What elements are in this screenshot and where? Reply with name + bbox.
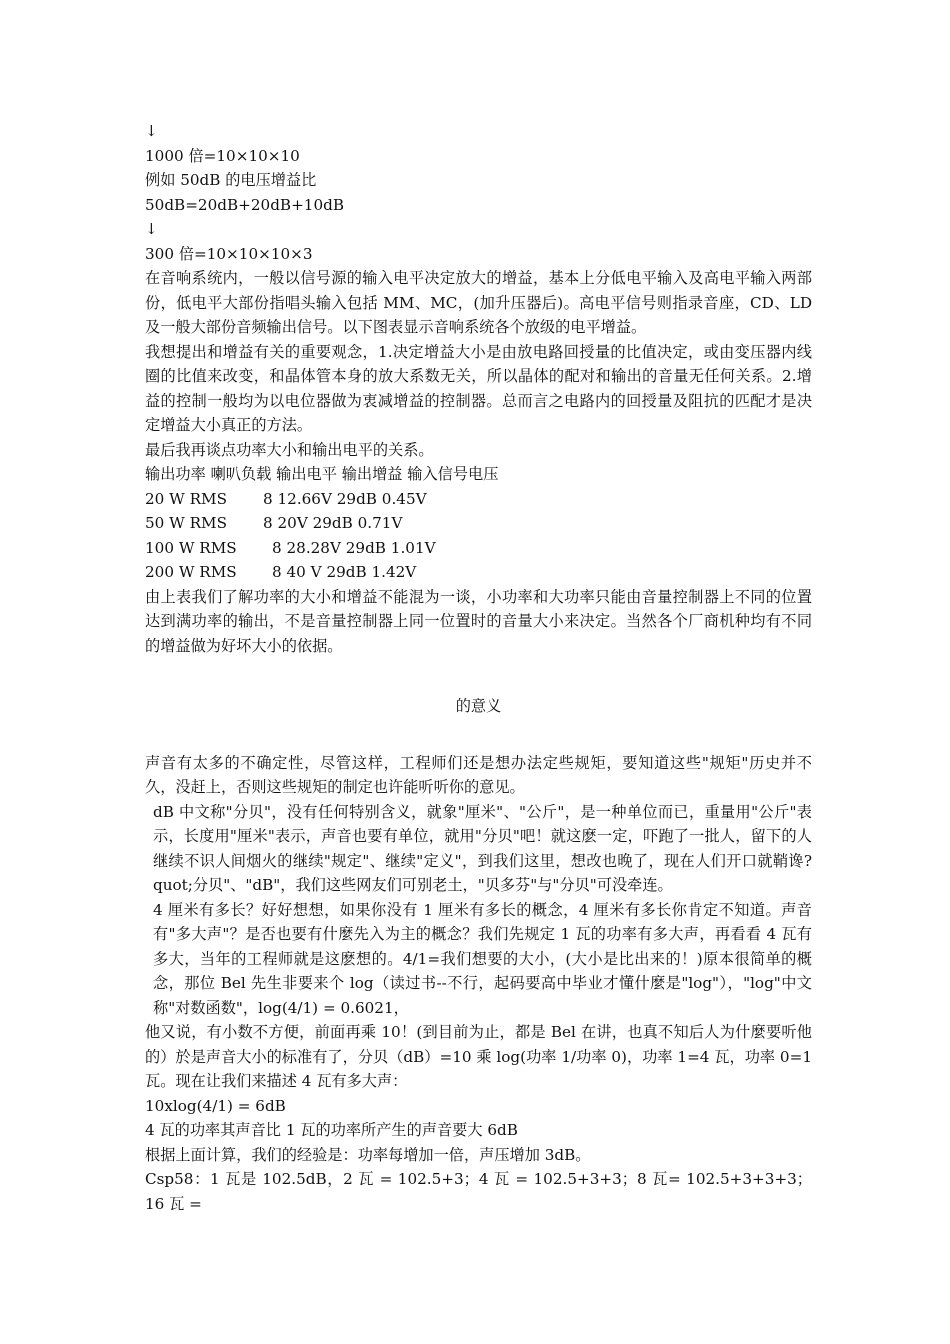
table-row: [145, 560, 812, 585]
csp58-line: Csp58：1 瓦是 102.5dB，2 瓦 = 102.5+3；4 瓦 = 102.5+3+3；8 瓦= 102.5+3+3+3；16 瓦 =: [145, 1170, 812, 1213]
table-row: [145, 536, 812, 561]
table-row: [145, 487, 812, 512]
table-cell-values: 8 12.66V 29dB 0.45V: [263, 489, 427, 508]
sum-50db-line: 50dB=20dB+20dB+10dB: [145, 195, 345, 214]
table-header: 输出功率 喇叭负载 输出电平 输出增益 输入信号电压: [145, 465, 499, 483]
table-row: [145, 511, 812, 536]
paragraph-db-definition: dB 中文称"分贝"，没有任何特别含义，就象"厘米"、"公斤"，是一种单位而已，重量用"公斤"表示，长度用"厘米"表示，声音也要有单位，就用"分贝"吧！就这麽一定，吓跑了一批人，留下的人继续不识人间烟火的继续"规定"、继续"定义"，到我们这里，想改也晚了，现在人们开口就鞘谗?quot;分贝"、"dB"，我们这些网友们可别老土，"贝多芬"与"分贝"可没牵连。: [153, 802, 812, 894]
paragraph-4cm-example: 4 厘米有多长？好好想想，如果你没有 1 厘米有多长的概念，4 厘米有多长你肯定不知道。声音有"多大声"？是否也要有什麼先入为主的概念？我们先规定 1 瓦的功率有多大声，再看看 4 瓦有多大，当年的工程师就是这麽想的。4/1=我们想要的大小，(大小是比出来的！)原本很简单的概念，那位 Bel 先生非要来个 log（读过书--不行，起码要高中毕业才懂什麼是"log"），"log"中文称"对数函数"，log(4/1) = 0.6021，: [153, 900, 812, 1017]
result-6db-line: 4 瓦的功率其声音比 1 瓦的功率所产生的声音要大 6dB: [145, 1121, 518, 1139]
section-heading: 的意义: [455, 697, 502, 715]
ratio-1000-line: 1000 倍=10×10×10: [145, 146, 300, 165]
formula-line: 10xlog(4/1) = 6dB: [145, 1096, 286, 1115]
ratio-300-line: 300 倍=10×10×10×3: [145, 244, 313, 263]
document-page: [145, 119, 812, 1216]
example-50db-line: 例如 50dB 的电压增益比: [145, 171, 317, 189]
experience-3db-line: 根据上面计算，我们的经验是：功率每增加一倍，声压增加 3dB。: [145, 1145, 591, 1164]
paragraph-input-levels: 在音响系统内，一般以信号源的输入电平决定放大的增益，基本上分低电平输入及高电平输入两部份，低电平大部份指唱头输入包括 MM、MC，(加升压器后)。高电平信号则指录音座，CD、LD 及一般大部份音频输出信号。以下图表显示音响系统各个放级的电平增益。: [145, 269, 812, 336]
table-cell-power: 50 W RMS: [145, 514, 227, 532]
paragraph-table-conclusion: 由上表我们了解功率的大小和增益不能混为一谈，小功率和大功率只能由音量控制器上不同的位置达到满功率的输出，不是音量控制器上同一位置时的音量大小来决定。当然各个厂商机种均有不同的增益做为好坏大小的依据。: [145, 587, 812, 655]
paragraph-uncertainty: 声音有太多的不确定性，尽管这样，工程师们还是想办法定些规矩，要知道这些"规矩"历史并不久，没赶上，否则这些规矩的制定也许能听听你的意见。: [145, 753, 812, 796]
table-cell-power: 200 W RMS: [145, 563, 237, 581]
table-cell-values: 8 20V 29dB 0.71V: [263, 514, 403, 532]
table-cell-power: 100 W RMS: [145, 538, 237, 557]
paragraph-power-intro: 最后我再谈点功率大小和输出电平的关系。: [145, 440, 434, 459]
table-cell-power: 20 W RMS: [145, 489, 227, 508]
table-cell-values: 8 40 V 29dB 1.42V: [272, 563, 417, 581]
paragraph-gain-concepts: 我想提出和增益有关的重要观念，1.决定增益大小是由放电路回授量的比值决定，或由变压器内线圈的比值来改变，和晶体管本身的放大系数无关，所以晶体的配对和输出的音量无任何关系。2.增益的控制一般均为以电位器做为衷减增益的控制器。总而言之电路内的回授量及阻抗的匹配才是决定增益大小真正的方法。: [145, 342, 812, 434]
table-cell-values: 8 28.28V 29dB 1.01V: [272, 538, 436, 557]
paragraph-bel-formula: 他又说，有小数不方便，前面再乘 10！(到目前为止，都是 Bel 在讲，也真不知后人为什麼要听他的）於是声音大小的标准有了，分贝（dB）=10 乘 log(功率 1/功率 0)，功率 1=4 瓦，功率 0=1 瓦。现在让我们来描述 4 瓦有多大声：: [145, 1023, 812, 1090]
arrow-down-line: ↓: [145, 122, 158, 140]
arrow-down-line-2: ↓: [145, 220, 158, 238]
